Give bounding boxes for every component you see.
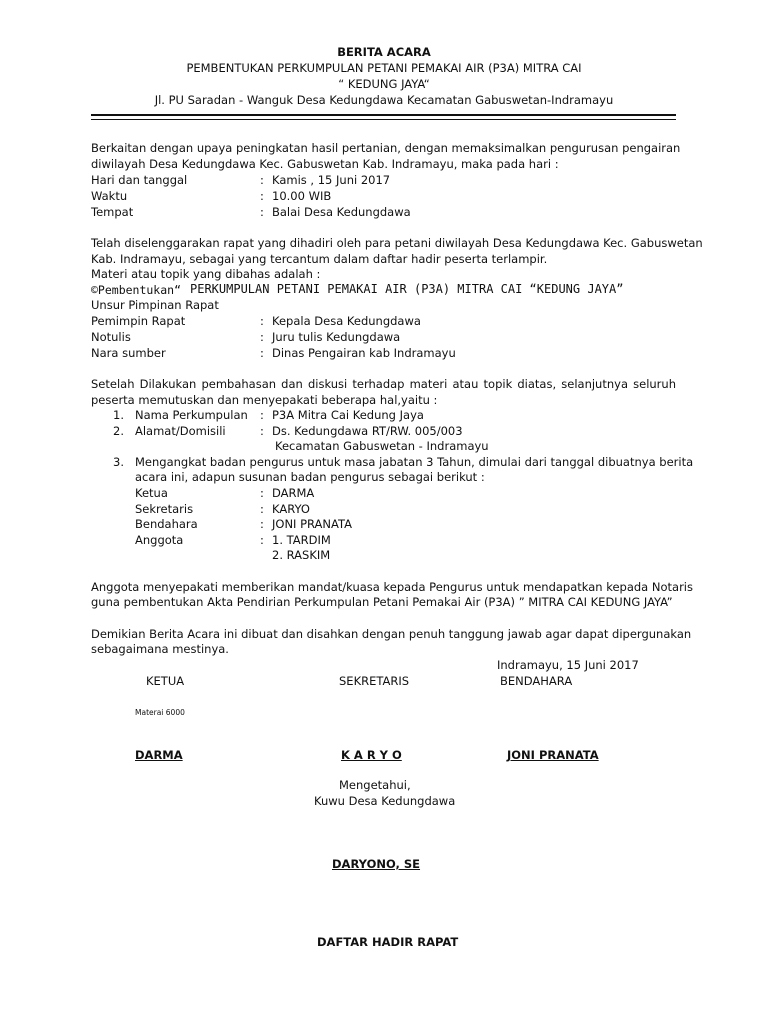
doc-subtitle-2: “ KEDUNG JAYA“ [338,77,430,91]
colon: : [260,314,264,328]
decision-item-3-number: 3. [113,455,124,469]
board-label-members: Anggota [135,533,184,547]
decision-item-2-label: Alamat/Domisili [135,424,226,438]
board-label-secretary: Sekretaris [135,502,194,516]
decision-item-1-number: 1. [113,408,124,422]
colon: : [260,408,264,422]
colon: : [260,502,264,516]
colon: : [260,330,264,344]
signature-name-kuwu: DARYONO, SE [332,857,421,871]
signature-name-secretary: K A R Y O [341,748,402,762]
board-value-treasurer: JONI PRANATA [272,517,352,531]
decision-item-2-number: 2. [113,424,124,438]
schedule-value-time: 10.00 WIB [272,189,332,203]
mandate-line-2: guna pembentukan Akta Pendirian Perkumpulan Petani Pemakai Air (P3A) ” MITRA CAI KEDUNG JAYA” [91,595,673,609]
attendance-title: DAFTAR HADIR RAPAT [317,935,459,949]
colon: : [260,486,264,500]
closing-line-1: Demikian Berita Acara ini dibuat dan disahkan dengan penuh tanggung jawab agar dapat dipergunakan [91,627,692,641]
decision-line-1: Setelah Dilakukan pembahasan dan diskusi terhadap materi atau topik diatas, selanjutnya seluruh [91,377,676,391]
schedule-label-place: Tempat [91,205,134,219]
schedule-value-place: Balai Desa Kedungdawa [272,205,411,219]
intro-line-2: diwilayah Desa Kedungdawa Kec. Gabuswetan Kab. Indramayu, maka pada hari : [91,157,559,171]
signature-title-chair: KETUA [146,674,185,688]
leadership-label-chair: Pemimpin Rapat [91,314,186,328]
signature-name-treasurer: JONI PRANATA [507,748,599,762]
board-value-chair: DARMA [272,486,315,500]
meeting-line-1: Telah diselenggarakan rapat yang dihadiri oleh para petani diwilayah Desa Kedungdawa Kec. Gabuswetan [91,236,703,250]
decision-item-3-line-2: acara ini, adapun susunan badan pengurus sebagai berikut : [135,470,485,484]
mandate-line-1: Anggota menyepakati memberikan mandat/kuasa kepada Pengurus untuk mendapatkan kepada Notaris [91,580,693,594]
materai-stamp-label: Materai 6000 [135,708,185,717]
decision-item-3-line-1: Mengangkat badan pengurus untuk masa jabatan 3 Tahun, dimulai dari tanggal dibuatnya berita [135,455,694,469]
header-rule-thick [91,114,676,116]
schedule-label-day: Hari dan tanggal [91,173,188,187]
colon: : [260,205,264,219]
board-value-member-1: 1. TARDIM [272,533,331,547]
doc-subtitle-1: PEMBENTUKAN PERKUMPULAN PETANI PEMAKAI AIR (P3A) MITRA CAI [186,61,582,75]
decision-item-2-value: Ds. Kedungdawa RT/RW. 005/003 [272,424,463,438]
board-label-treasurer: Bendahara [135,517,198,531]
meeting-topic: PERKUMPULAN PETANI PEMAKAI AIR (P3A) MITRA CAI “KEDUNG JAYA” [190,282,624,296]
leadership-heading: Unsur Pimpinan Rapat [91,298,219,312]
board-value-member-2: 2. RASKIM [272,548,331,562]
schedule-label-time: Waktu [91,189,128,203]
leadership-value-notulis: Juru tulis Kedungdawa [272,330,401,344]
board-value-secretary: KARYO [272,502,310,516]
doc-title: BERITA ACARA [337,45,431,59]
decision-item-2-value-line-2: Kecamatan Gabuswetan - Indramayu [275,439,489,453]
colon: : [260,189,264,203]
colon: : [260,173,264,187]
leadership-value-chair: Kepala Desa Kedungdawa [272,314,421,328]
schedule-value-day: Kamis , 15 Juni 2017 [272,173,391,187]
decision-item-1-value: P3A Mitra Cai Kedung Jaya [272,408,424,422]
colon: : [260,533,264,547]
approval-office: Kuwu Desa Kedungdawa [314,794,456,808]
colon: : [260,424,264,438]
header-rule-thin [91,119,676,120]
decision-item-1-label: Nama Perkumpulan [135,408,248,422]
place-date: Indramayu, 15 Juni 2017 [497,658,639,672]
intro-line-1: Berkaitan dengan upaya peningkatan hasil pertanian, dengan memaksimalkan pengurusan pengairan [91,141,681,155]
decision-line-2: peserta memutuskan dan menyepakati beberapa hal,yaitu : [91,393,438,407]
meeting-topic-prefix: ©Pembentukan“ [91,283,182,297]
approval-label: Mengetahui, [339,778,411,792]
meeting-line-2: Kab. Indramayu, sebagai yang tercantum dalam daftar hadir peserta terlampir. [91,252,548,266]
doc-address: Jl. PU Saradan - Wanguk Desa Kedungdawa Kecamatan Gabuswetan-Indramayu [154,93,614,107]
signature-name-chair: DARMA [135,748,183,762]
closing-line-2: sebagaimana mestinya. [91,642,229,656]
leadership-label-speaker: Nara sumber [91,346,166,360]
board-label-chair: Ketua [135,486,168,500]
signature-title-secretary: SEKRETARIS [339,674,410,688]
colon: : [260,517,264,531]
leadership-value-speaker: Dinas Pengairan kab Indramayu [272,346,456,360]
colon: : [260,346,264,360]
signature-title-treasurer: BENDAHARA [500,674,573,688]
leadership-label-notulis: Notulis [91,330,131,344]
meeting-line-3: Materi atau topik yang dibahas adalah : [91,267,321,281]
